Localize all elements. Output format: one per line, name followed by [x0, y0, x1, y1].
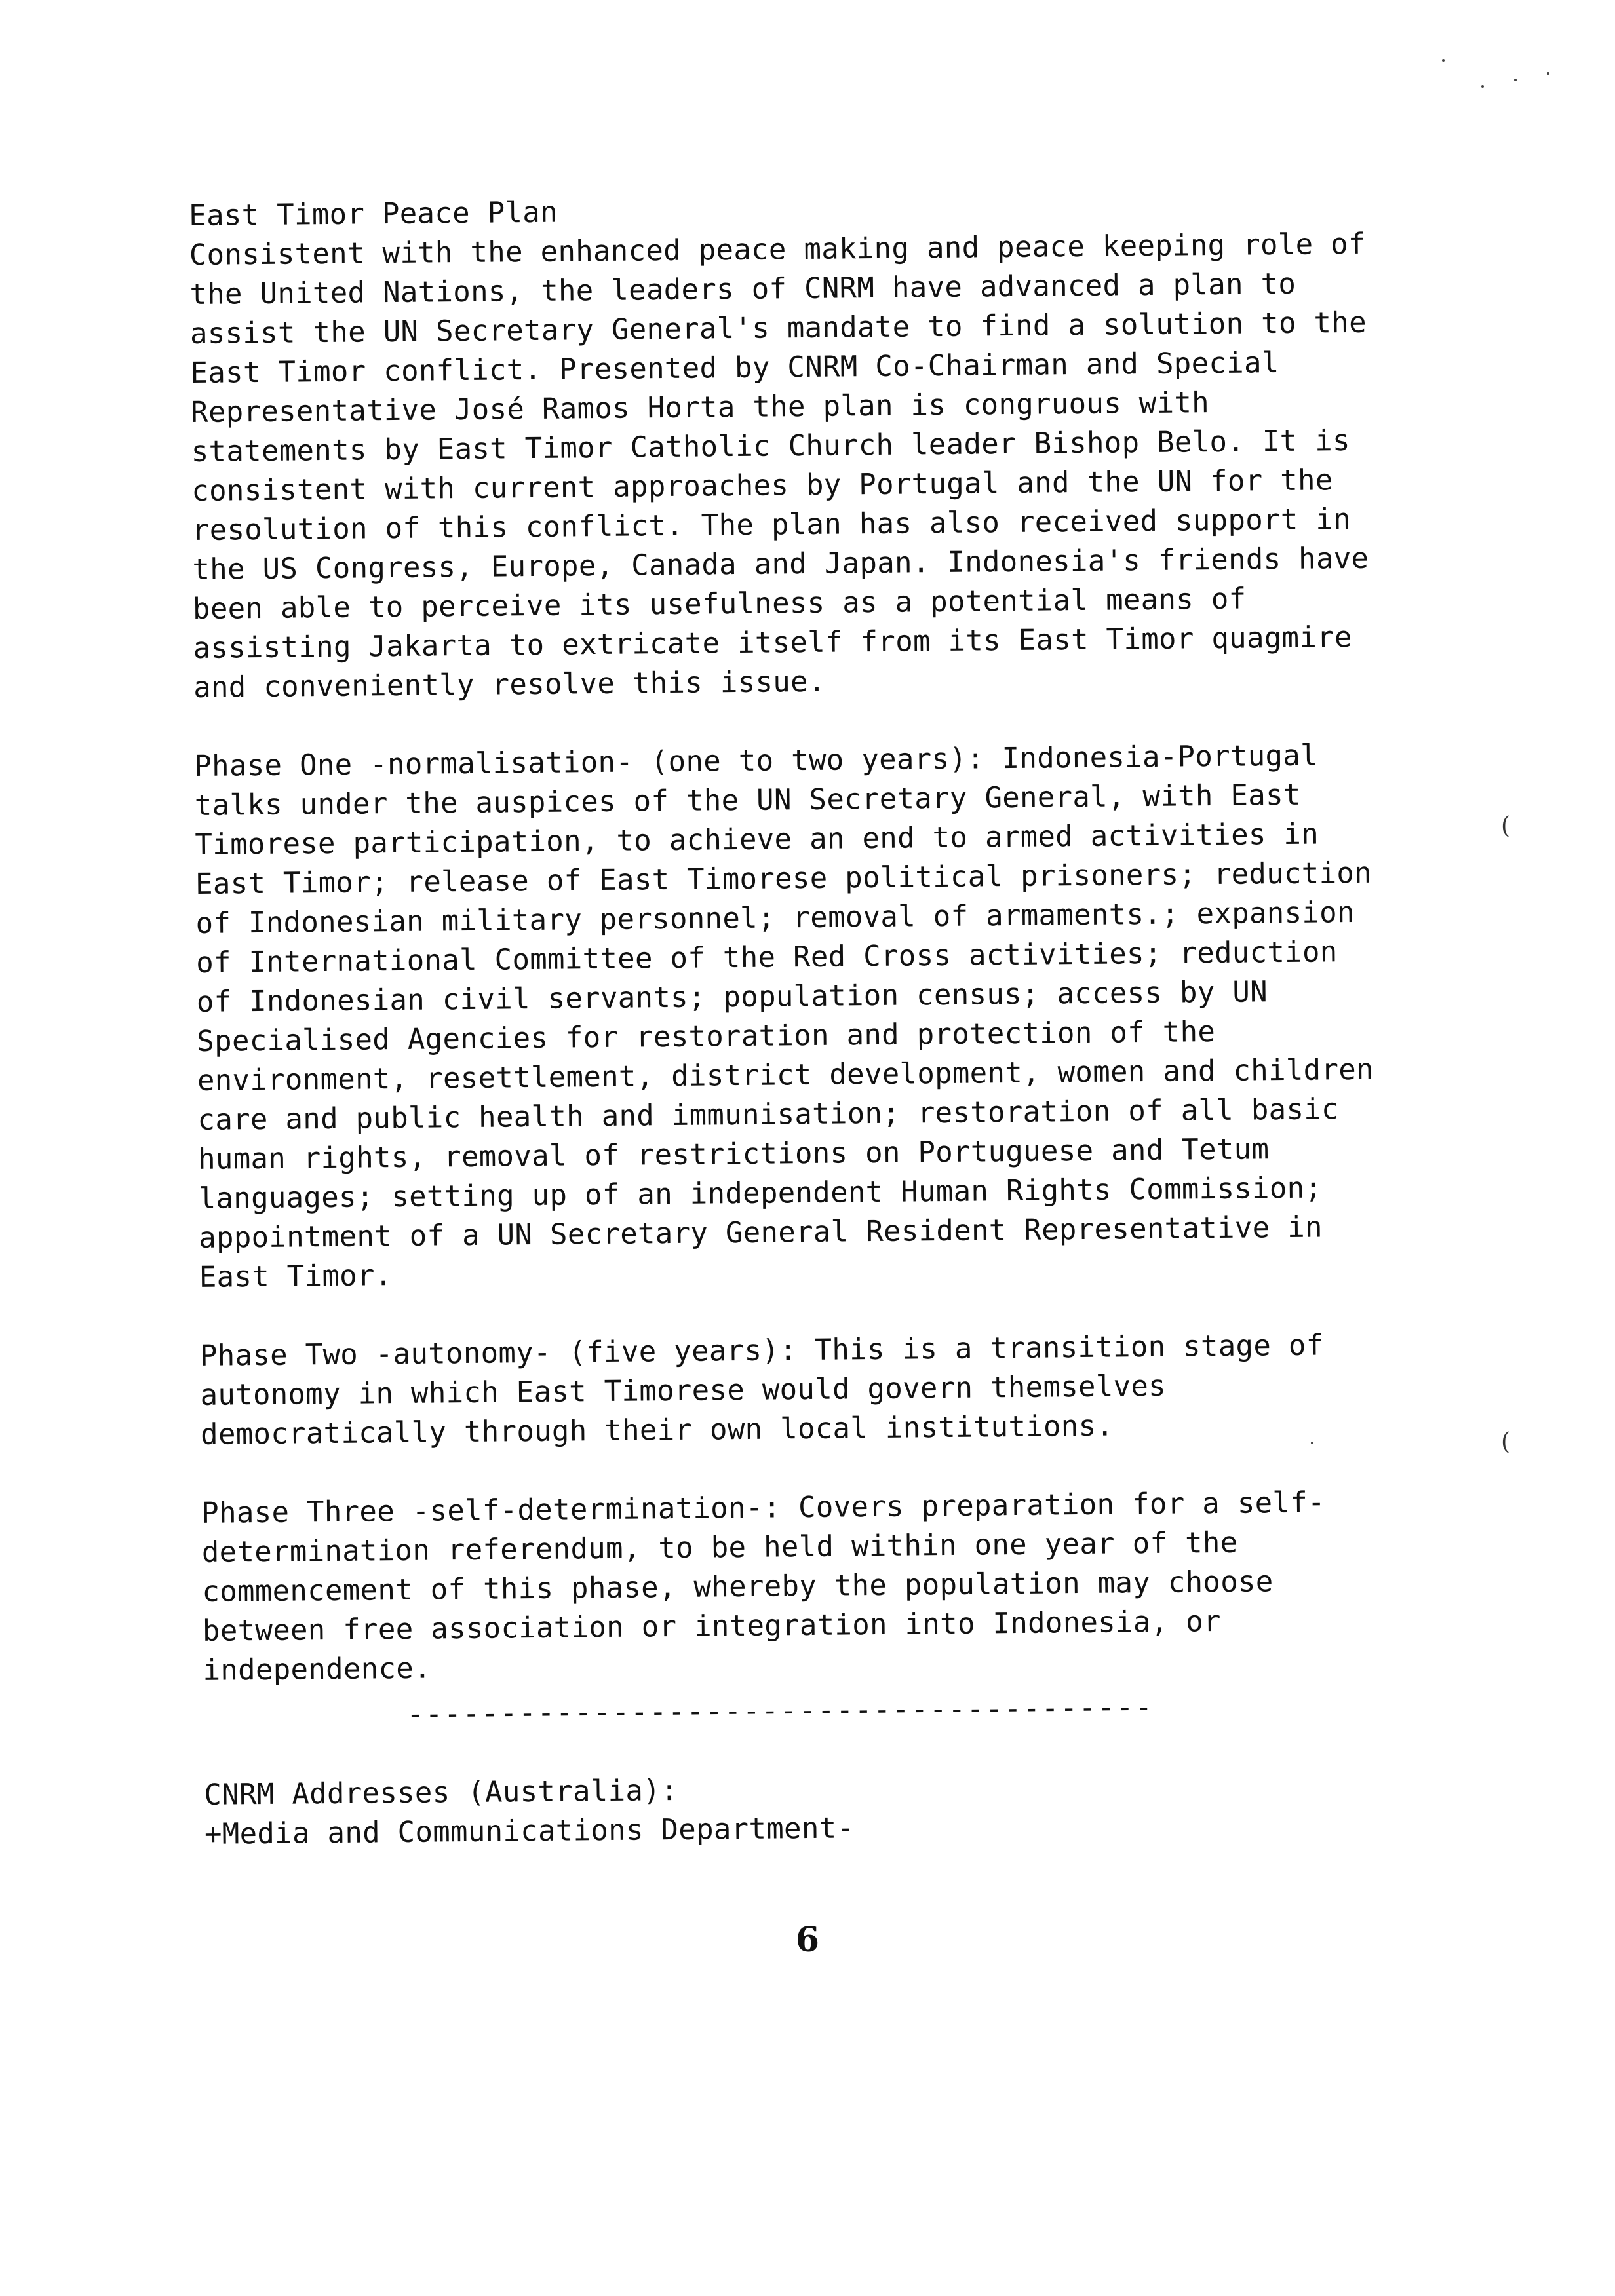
addresses-heading: CNRM Addresses (Australia): [204, 1773, 678, 1812]
intro-paragraph: Consistent with the enhanced peace making and peace keeping role of the United Nations, the leaders of CNRM have advanced a plan to assist the UN Secretary General's mandate to find a solution to the East Timor conflict. Presented by CNRM Co-Chairman and Special Representative José Ramos Horta the plan is congruous with statements by East Timor Catholic Church leader Bishop Belo. It is consistent with current approaches by Portugal and the UN for the resolution of this conflict. The plan has also received support in the US Congress, Europe, Canada and Japan. Indonesia's friends have been able to perceive its usefulness as a potential means of assisting Jakarta to extricate itself from its East Timor quagmire and conveniently resolve this issue. [189, 227, 1369, 704]
document-title: East Timor Peace Plan [189, 195, 558, 233]
section-divider: ---------------------------------------- [406, 1690, 1154, 1731]
scan-speck [1547, 72, 1549, 75]
phase-two-paragraph: Phase Two -autonomy- (five years): This is a transition stage of autonomy in which East Timorese would govern themselves democratically through their own local institutions. [199, 1328, 1324, 1451]
document-body [189, 185, 1397, 1854]
scan-speck [1311, 1442, 1313, 1444]
scan-speck [1442, 59, 1445, 62]
page-number: 6 [795, 1920, 820, 1960]
scan-mark: ( [1501, 813, 1511, 839]
scan-mark: ( [1501, 1428, 1511, 1455]
addresses-section [204, 1764, 1397, 1854]
scan-speck [1481, 85, 1484, 88]
addresses-first-entry: +Media and Communications Department- [204, 1811, 855, 1851]
phase-one-paragraph: Phase One -normalisation- (one to two years): Indonesia-Portugal talks under the auspices of the UN Secretary General, with East Timorese participation, to achieve an end to armed activities in East Timor; release of East Timorese political prisoners; reduction of Indonesian military personnel; removal of armaments.; expansion of International Committee of the Red Cross activities; reduction of Indonesian civil servants; population census; access by UN Specialised Agencies for restoration and protection of the environment, resettlement, district development, women and children care and public health and immunisation; restoration of all basic human rights, removal of restrictions on Portuguese and Tetum languages; setting up of an independent Human Rights Commission; appointment of a UN Secretary General Resident Representative in East Timor. [194, 738, 1374, 1294]
phase-three-paragraph: Phase Three -self-determination-: Covers preparation for a self-determination referendum, to be held within one year of the commencement of this phase, whereby the population may choose between free association or integration into Indonesia, or independence. [201, 1485, 1326, 1687]
scan-speck [1514, 79, 1517, 81]
